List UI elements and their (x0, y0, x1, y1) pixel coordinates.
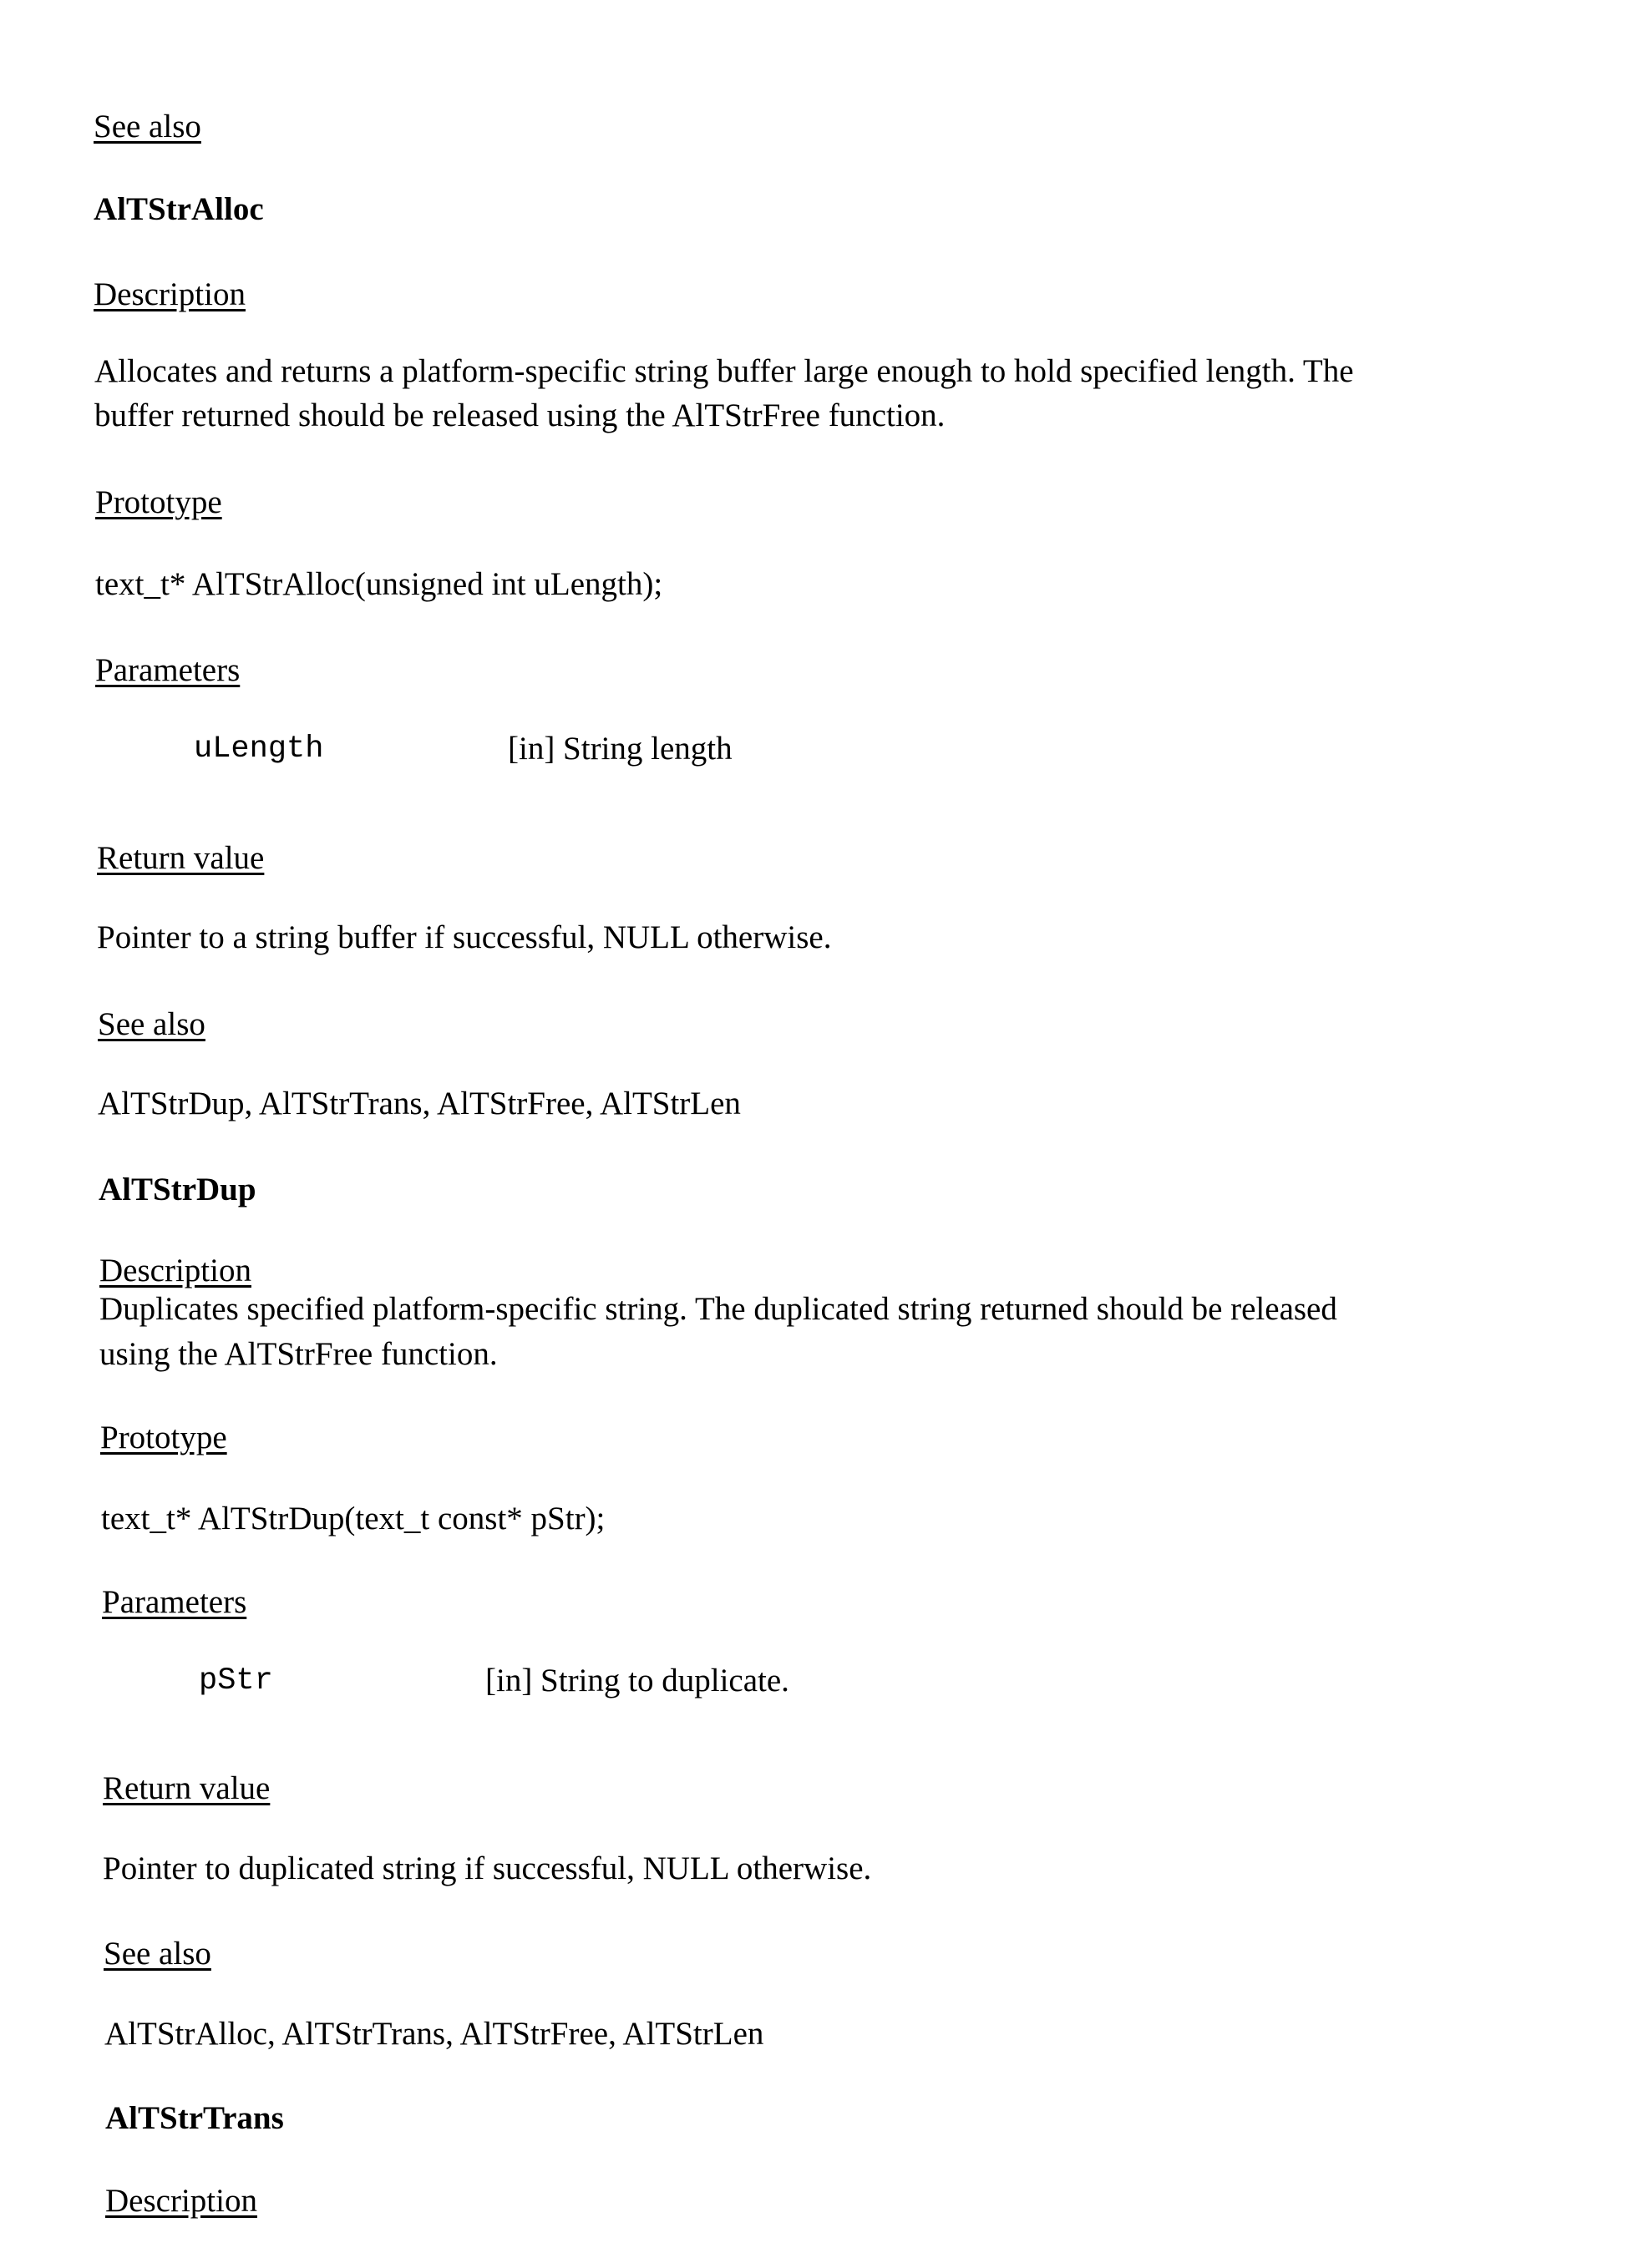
prototype-code: text_t* AlTStrAlloc(unsigned int uLength); (95, 564, 662, 605)
parameters-heading: Parameters (102, 1582, 246, 1623)
prototype-code: text_t* AlTStrDup(text_t const* pStr); (101, 1498, 605, 1540)
return-value-heading: Return value (97, 838, 264, 879)
parameter-name: uLength (194, 728, 323, 770)
prototype-heading: Prototype (100, 1417, 227, 1459)
description-text: Allocates and returns a platform-specific string buffer large enough to hold specified length. The (94, 351, 1354, 392)
see-also-heading: See also (94, 106, 201, 148)
return-value-text: Pointer to duplicated string if successful, NULL otherwise. (103, 1848, 871, 1890)
description-heading: Description (105, 2180, 257, 2222)
function-title: AlTStrAlloc (94, 189, 264, 230)
prototype-heading: Prototype (95, 482, 222, 524)
description-heading: Description (99, 1250, 251, 1292)
see-also-links: AlTStrDup, AlTStrTrans, AlTStrFree, AlTStrLen (98, 1083, 741, 1125)
see-also-links: AlTStrAlloc, AlTStrTrans, AlTStrFree, AlTStrLen (104, 2013, 763, 2055)
description-text: using the AlTStrFree function. (99, 1334, 498, 1375)
see-also-heading: See also (98, 1004, 205, 1045)
description-heading: Description (94, 274, 246, 316)
return-value-heading: Return value (103, 1768, 270, 1810)
see-also-heading: See also (104, 1933, 211, 1975)
parameter-name: pStr (199, 1660, 273, 1702)
description-text: Duplicates specified platform-specific string. The duplicated string returned should be released (99, 1288, 1337, 1330)
function-title: AlTStrTrans (105, 2098, 284, 2139)
parameter-description: [in] String to duplicate. (485, 1660, 789, 1702)
return-value-text: Pointer to a string buffer if successful, NULL otherwise. (97, 917, 831, 959)
parameter-description: [in] String length (508, 728, 733, 770)
description-text: buffer returned should be released using the AlTStrFree function. (94, 395, 945, 437)
parameters-heading: Parameters (95, 650, 240, 691)
function-title: AlTStrDup (99, 1169, 256, 1211)
